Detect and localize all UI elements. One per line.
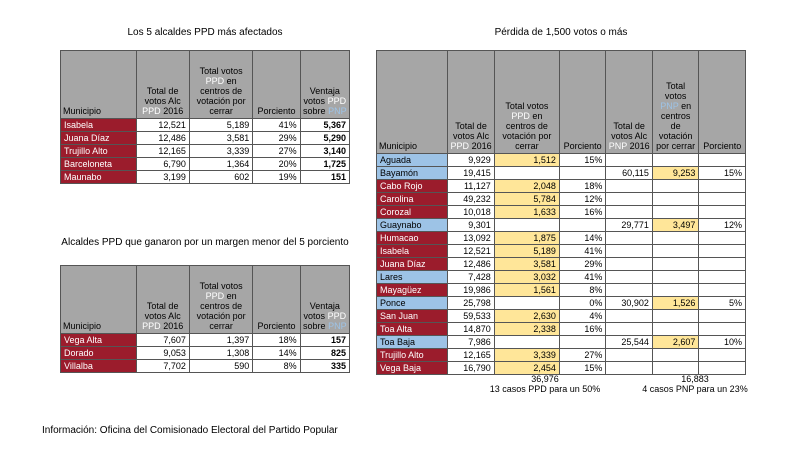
- votos-centros-pnp-cell: [652, 310, 699, 323]
- municipio-cell: Trujillo Alto: [377, 349, 448, 362]
- table-header-row: [61, 51, 350, 119]
- col-municipio: Municipio: [377, 51, 448, 154]
- votos-centros-pnp-cell: [652, 154, 699, 167]
- total-pnp-cell: [606, 310, 653, 323]
- votos-centros-ppd-cell: 1,561: [494, 284, 559, 297]
- total-ppd-cell: 7,428: [448, 271, 495, 284]
- votos-centros-cell: 5,189: [189, 119, 252, 132]
- total-ppd-cell: 59,533: [448, 310, 495, 323]
- votos-centros-pnp-cell: 2,607: [652, 336, 699, 349]
- total-pnp-cell: 29,771: [606, 219, 653, 232]
- table-row: [377, 297, 746, 310]
- table-row: [377, 258, 746, 271]
- total-pnp-cell: [606, 206, 653, 219]
- total-votos-cell: 7,607: [136, 334, 189, 347]
- votos-centros-pnp-cell: [652, 206, 699, 219]
- porciento-pnp-cell: [699, 271, 746, 284]
- municipio-cell: Corozal: [377, 206, 448, 219]
- table-row: [61, 119, 350, 132]
- porciento-ppd-cell: 12%: [559, 193, 606, 206]
- municipio-cell: Juana Díaz: [61, 132, 137, 145]
- porciento-cell: 27%: [253, 145, 300, 158]
- total-votos-cell: 3,199: [136, 171, 189, 184]
- porciento-ppd-cell: 15%: [559, 362, 606, 375]
- votos-centros-ppd-cell: [494, 219, 559, 232]
- municipio-cell: Juana Díaz: [377, 258, 448, 271]
- col-porciento-ppd: Porciento: [559, 51, 606, 154]
- col-ventaja: Ventaja votos PPD sobre PNP: [300, 266, 349, 334]
- municipio-cell: Guaynabo: [377, 219, 448, 232]
- porciento-ppd-cell: 41%: [559, 245, 606, 258]
- porciento-cell: 41%: [253, 119, 300, 132]
- ventaja-cell: 5,367: [300, 119, 349, 132]
- porciento-ppd-cell: 18%: [559, 180, 606, 193]
- total-pnp-cell: 30,902: [606, 297, 653, 310]
- votos-centros-pnp-cell: [652, 180, 699, 193]
- municipio-cell: Carolina: [377, 193, 448, 206]
- porciento-pnp-cell: [699, 245, 746, 258]
- total-votos-cell: 6,790: [136, 158, 189, 171]
- porciento-ppd-cell: 4%: [559, 310, 606, 323]
- municipio-cell: Ponce: [377, 297, 448, 310]
- votos-centros-pnp-cell: [652, 349, 699, 362]
- porciento-pnp-cell: 12%: [699, 219, 746, 232]
- ventaja-cell: 1,725: [300, 158, 349, 171]
- total-ppd-cell: 49,232: [448, 193, 495, 206]
- total-ppd-cell: 16,790: [448, 362, 495, 375]
- porciento-pnp-cell: [699, 349, 746, 362]
- porciento-ppd-cell: 27%: [559, 349, 606, 362]
- table-row: [61, 334, 350, 347]
- table-row: [377, 232, 746, 245]
- votos-centros-pnp-cell: [652, 258, 699, 271]
- total-votos-cell: 7,702: [136, 360, 189, 373]
- ventaja-cell: 157: [300, 334, 349, 347]
- table-row: [377, 362, 746, 375]
- total-ppd-cell: 12,486: [448, 258, 495, 271]
- col-municipio: Municipio: [61, 51, 137, 119]
- total-pnp-cell: 25,544: [606, 336, 653, 349]
- table-header-row: [61, 266, 350, 334]
- votos-centros-pnp-cell: 9,253: [652, 167, 699, 180]
- votos-centros-ppd-cell: 2,630: [494, 310, 559, 323]
- total-pnp-cell: 60,115: [606, 167, 653, 180]
- porciento-pnp-cell: 5%: [699, 297, 746, 310]
- table-row: [61, 145, 350, 158]
- table-row: [377, 284, 746, 297]
- col-municipio: Municipio: [61, 266, 137, 334]
- votos-centros-ppd-cell: [494, 297, 559, 310]
- porciento-pnp-cell: [699, 258, 746, 271]
- votos-centros-cell: 590: [189, 360, 252, 373]
- total-ppd-cell: 19,986: [448, 284, 495, 297]
- porciento-pnp-cell: [699, 310, 746, 323]
- ppd-total: 36,976: [531, 374, 559, 384]
- ventaja-cell: 3,140: [300, 145, 349, 158]
- ppd-summary: [470, 374, 620, 394]
- table-row: [61, 171, 350, 184]
- municipio-cell: Toa Alta: [377, 323, 448, 336]
- porciento-ppd-cell: 14%: [559, 232, 606, 245]
- votos-centros-cell: 602: [189, 171, 252, 184]
- votos-centros-ppd-cell: 3,339: [494, 349, 559, 362]
- ventaja-cell: 825: [300, 347, 349, 360]
- table-row: [61, 347, 350, 360]
- porciento-cell: 20%: [253, 158, 300, 171]
- total-votos-cell: 12,521: [136, 119, 189, 132]
- porciento-pnp-cell: [699, 232, 746, 245]
- votos-centros-pnp-cell: [652, 193, 699, 206]
- total-ppd-cell: 7,986: [448, 336, 495, 349]
- total-pnp-cell: [606, 258, 653, 271]
- municipio-cell: Humacao: [377, 232, 448, 245]
- total-pnp-cell: [606, 271, 653, 284]
- votos-centros-pnp-cell: [652, 323, 699, 336]
- votos-centros-cell: 3,581: [189, 132, 252, 145]
- municipio-cell: Maunabo: [61, 171, 137, 184]
- total-pnp-cell: [606, 180, 653, 193]
- pnp-note: 4 casos PNP para un 23%: [642, 384, 748, 394]
- votos-centros-pnp-cell: [652, 232, 699, 245]
- votos-centros-cell: 3,339: [189, 145, 252, 158]
- municipio-cell: San Juan: [377, 310, 448, 323]
- table-row: [377, 349, 746, 362]
- total-ppd-cell: 12,521: [448, 245, 495, 258]
- table-narrow-margin: [60, 265, 350, 373]
- votos-centros-ppd-cell: 1,633: [494, 206, 559, 219]
- votos-centros-ppd-cell: [494, 336, 559, 349]
- total-votos-cell: 12,486: [136, 132, 189, 145]
- total-ppd-cell: 11,127: [448, 180, 495, 193]
- source-note: Información: Oficina del Comisionado Electoral del Partido Popular: [42, 425, 338, 436]
- porciento-cell: 19%: [253, 171, 300, 184]
- total-pnp-cell: [606, 349, 653, 362]
- col-total-pnp: Total de votos Alc PNP 2016: [606, 51, 653, 154]
- porciento-ppd-cell: [559, 336, 606, 349]
- pnp-total: 16,883: [681, 374, 709, 384]
- table-row: [61, 158, 350, 171]
- table1-title: Los 5 alcaldes PPD más afectados: [127, 27, 283, 38]
- municipio-cell: Toa Baja: [377, 336, 448, 349]
- total-pnp-cell: [606, 284, 653, 297]
- porciento-cell: 8%: [253, 360, 300, 373]
- votos-centros-ppd-cell: 2,048: [494, 180, 559, 193]
- porciento-ppd-cell: 29%: [559, 258, 606, 271]
- table-row: [377, 310, 746, 323]
- porciento-ppd-cell: 41%: [559, 271, 606, 284]
- total-pnp-cell: [606, 193, 653, 206]
- porciento-ppd-cell: 8%: [559, 284, 606, 297]
- votos-centros-ppd-cell: 5,784: [494, 193, 559, 206]
- votos-centros-ppd-cell: 5,189: [494, 245, 559, 258]
- municipio-cell: Vega Alta: [61, 334, 137, 347]
- table-row: [377, 154, 746, 167]
- table-row: [377, 219, 746, 232]
- votos-centros-ppd-cell: 3,581: [494, 258, 559, 271]
- porciento-ppd-cell: 16%: [559, 206, 606, 219]
- porciento-pnp-cell: [699, 206, 746, 219]
- total-ppd-cell: 13,092: [448, 232, 495, 245]
- table-row: [61, 132, 350, 145]
- porciento-ppd-cell: [559, 219, 606, 232]
- col-total-ppd: Total de votos Alc PPD 2016: [136, 51, 189, 119]
- col-porciento-pnp: Porciento: [699, 51, 746, 154]
- table-vote-loss: [376, 50, 746, 375]
- table-row: [377, 245, 746, 258]
- porciento-pnp-cell: [699, 284, 746, 297]
- votos-centros-pnp-cell: [652, 362, 699, 375]
- municipio-cell: Bayamón: [377, 167, 448, 180]
- municipio-cell: Villalba: [61, 360, 137, 373]
- porciento-pnp-cell: [699, 323, 746, 336]
- municipio-cell: Cabo Rojo: [377, 180, 448, 193]
- porciento-pnp-cell: [699, 193, 746, 206]
- votos-centros-pnp-cell: 1,526: [652, 297, 699, 310]
- table3-title: Pérdida de 1,500 votos o más: [494, 27, 628, 38]
- pnp-summary: [620, 374, 770, 394]
- total-pnp-cell: [606, 362, 653, 375]
- ppd-note: 13 casos PPD para un 50%: [489, 384, 601, 394]
- porciento-cell: 29%: [253, 132, 300, 145]
- col-porciento: Porciento: [253, 51, 300, 119]
- table-row: [377, 167, 746, 180]
- votos-centros-ppd-cell: 3,032: [494, 271, 559, 284]
- porciento-ppd-cell: 16%: [559, 323, 606, 336]
- total-votos-cell: 9,053: [136, 347, 189, 360]
- porciento-ppd-cell: 0%: [559, 297, 606, 310]
- municipio-cell: Isabela: [377, 245, 448, 258]
- col-votos-centros-pnp: Total votos PNP en centros de votación por cerrar: [652, 51, 699, 154]
- porciento-cell: 14%: [253, 347, 300, 360]
- table-row: [377, 271, 746, 284]
- col-total-ppd: Total de votos Alc PPD 2016: [136, 266, 189, 334]
- total-pnp-cell: [606, 245, 653, 258]
- table-row: [377, 206, 746, 219]
- municipio-cell: Lares: [377, 271, 448, 284]
- votos-centros-pnp-cell: [652, 284, 699, 297]
- total-ppd-cell: 9,929: [448, 154, 495, 167]
- total-ppd-cell: 10,018: [448, 206, 495, 219]
- col-votos-centros: Total votos PPD en centros de votación por cerrar: [189, 266, 252, 334]
- table-row: [377, 193, 746, 206]
- total-ppd-cell: 14,870: [448, 323, 495, 336]
- votos-centros-ppd-cell: 1,875: [494, 232, 559, 245]
- total-votos-cell: 12,165: [136, 145, 189, 158]
- votos-centros-cell: 1,308: [189, 347, 252, 360]
- ventaja-cell: 335: [300, 360, 349, 373]
- porciento-pnp-cell: [699, 154, 746, 167]
- total-pnp-cell: [606, 154, 653, 167]
- municipio-cell: Dorado: [61, 347, 137, 360]
- municipio-cell: Trujillo Alto: [61, 145, 137, 158]
- municipio-cell: Vega Baja: [377, 362, 448, 375]
- votos-centros-cell: 1,364: [189, 158, 252, 171]
- porciento-pnp-cell: 15%: [699, 167, 746, 180]
- total-pnp-cell: [606, 323, 653, 336]
- porciento-cell: 18%: [253, 334, 300, 347]
- porciento-ppd-cell: [559, 167, 606, 180]
- municipio-cell: Aguada: [377, 154, 448, 167]
- table-row: [377, 180, 746, 193]
- table-most-affected: [60, 50, 350, 184]
- votos-centros-pnp-cell: [652, 271, 699, 284]
- total-ppd-cell: 25,798: [448, 297, 495, 310]
- table-header-row: [377, 51, 746, 154]
- porciento-pnp-cell: [699, 180, 746, 193]
- table2-title: Alcaldes PPD que ganaron por un margen menor del 5 porciento: [61, 237, 349, 248]
- col-ventaja: Ventaja votos PPD sobre PNP: [300, 51, 349, 119]
- col-total-ppd: Total de votos Alc PPD 2016: [448, 51, 495, 154]
- total-pnp-cell: [606, 232, 653, 245]
- votos-centros-ppd-cell: [494, 167, 559, 180]
- table-row: [61, 360, 350, 373]
- votos-centros-cell: 1,397: [189, 334, 252, 347]
- municipio-cell: Barceloneta: [61, 158, 137, 171]
- votos-centros-pnp-cell: 3,497: [652, 219, 699, 232]
- col-votos-centros: Total votos PPD en centros de votación por cerrar: [189, 51, 252, 119]
- porciento-ppd-cell: 15%: [559, 154, 606, 167]
- municipio-cell: Mayagüez: [377, 284, 448, 297]
- col-votos-centros-ppd: Total votos PPD en centros de votación por cerrar: [494, 51, 559, 154]
- votos-centros-pnp-cell: [652, 245, 699, 258]
- ventaja-cell: 5,290: [300, 132, 349, 145]
- total-ppd-cell: 19,415: [448, 167, 495, 180]
- total-ppd-cell: 9,301: [448, 219, 495, 232]
- table-row: [377, 336, 746, 349]
- municipio-cell: Isabela: [61, 119, 137, 132]
- total-ppd-cell: 12,165: [448, 349, 495, 362]
- ventaja-cell: 151: [300, 171, 349, 184]
- votos-centros-ppd-cell: 2,454: [494, 362, 559, 375]
- table-row: [377, 323, 746, 336]
- votos-centros-ppd-cell: 1,512: [494, 154, 559, 167]
- col-porciento: Porciento: [253, 266, 300, 334]
- porciento-pnp-cell: [699, 362, 746, 375]
- porciento-pnp-cell: 10%: [699, 336, 746, 349]
- votos-centros-ppd-cell: 2,338: [494, 323, 559, 336]
